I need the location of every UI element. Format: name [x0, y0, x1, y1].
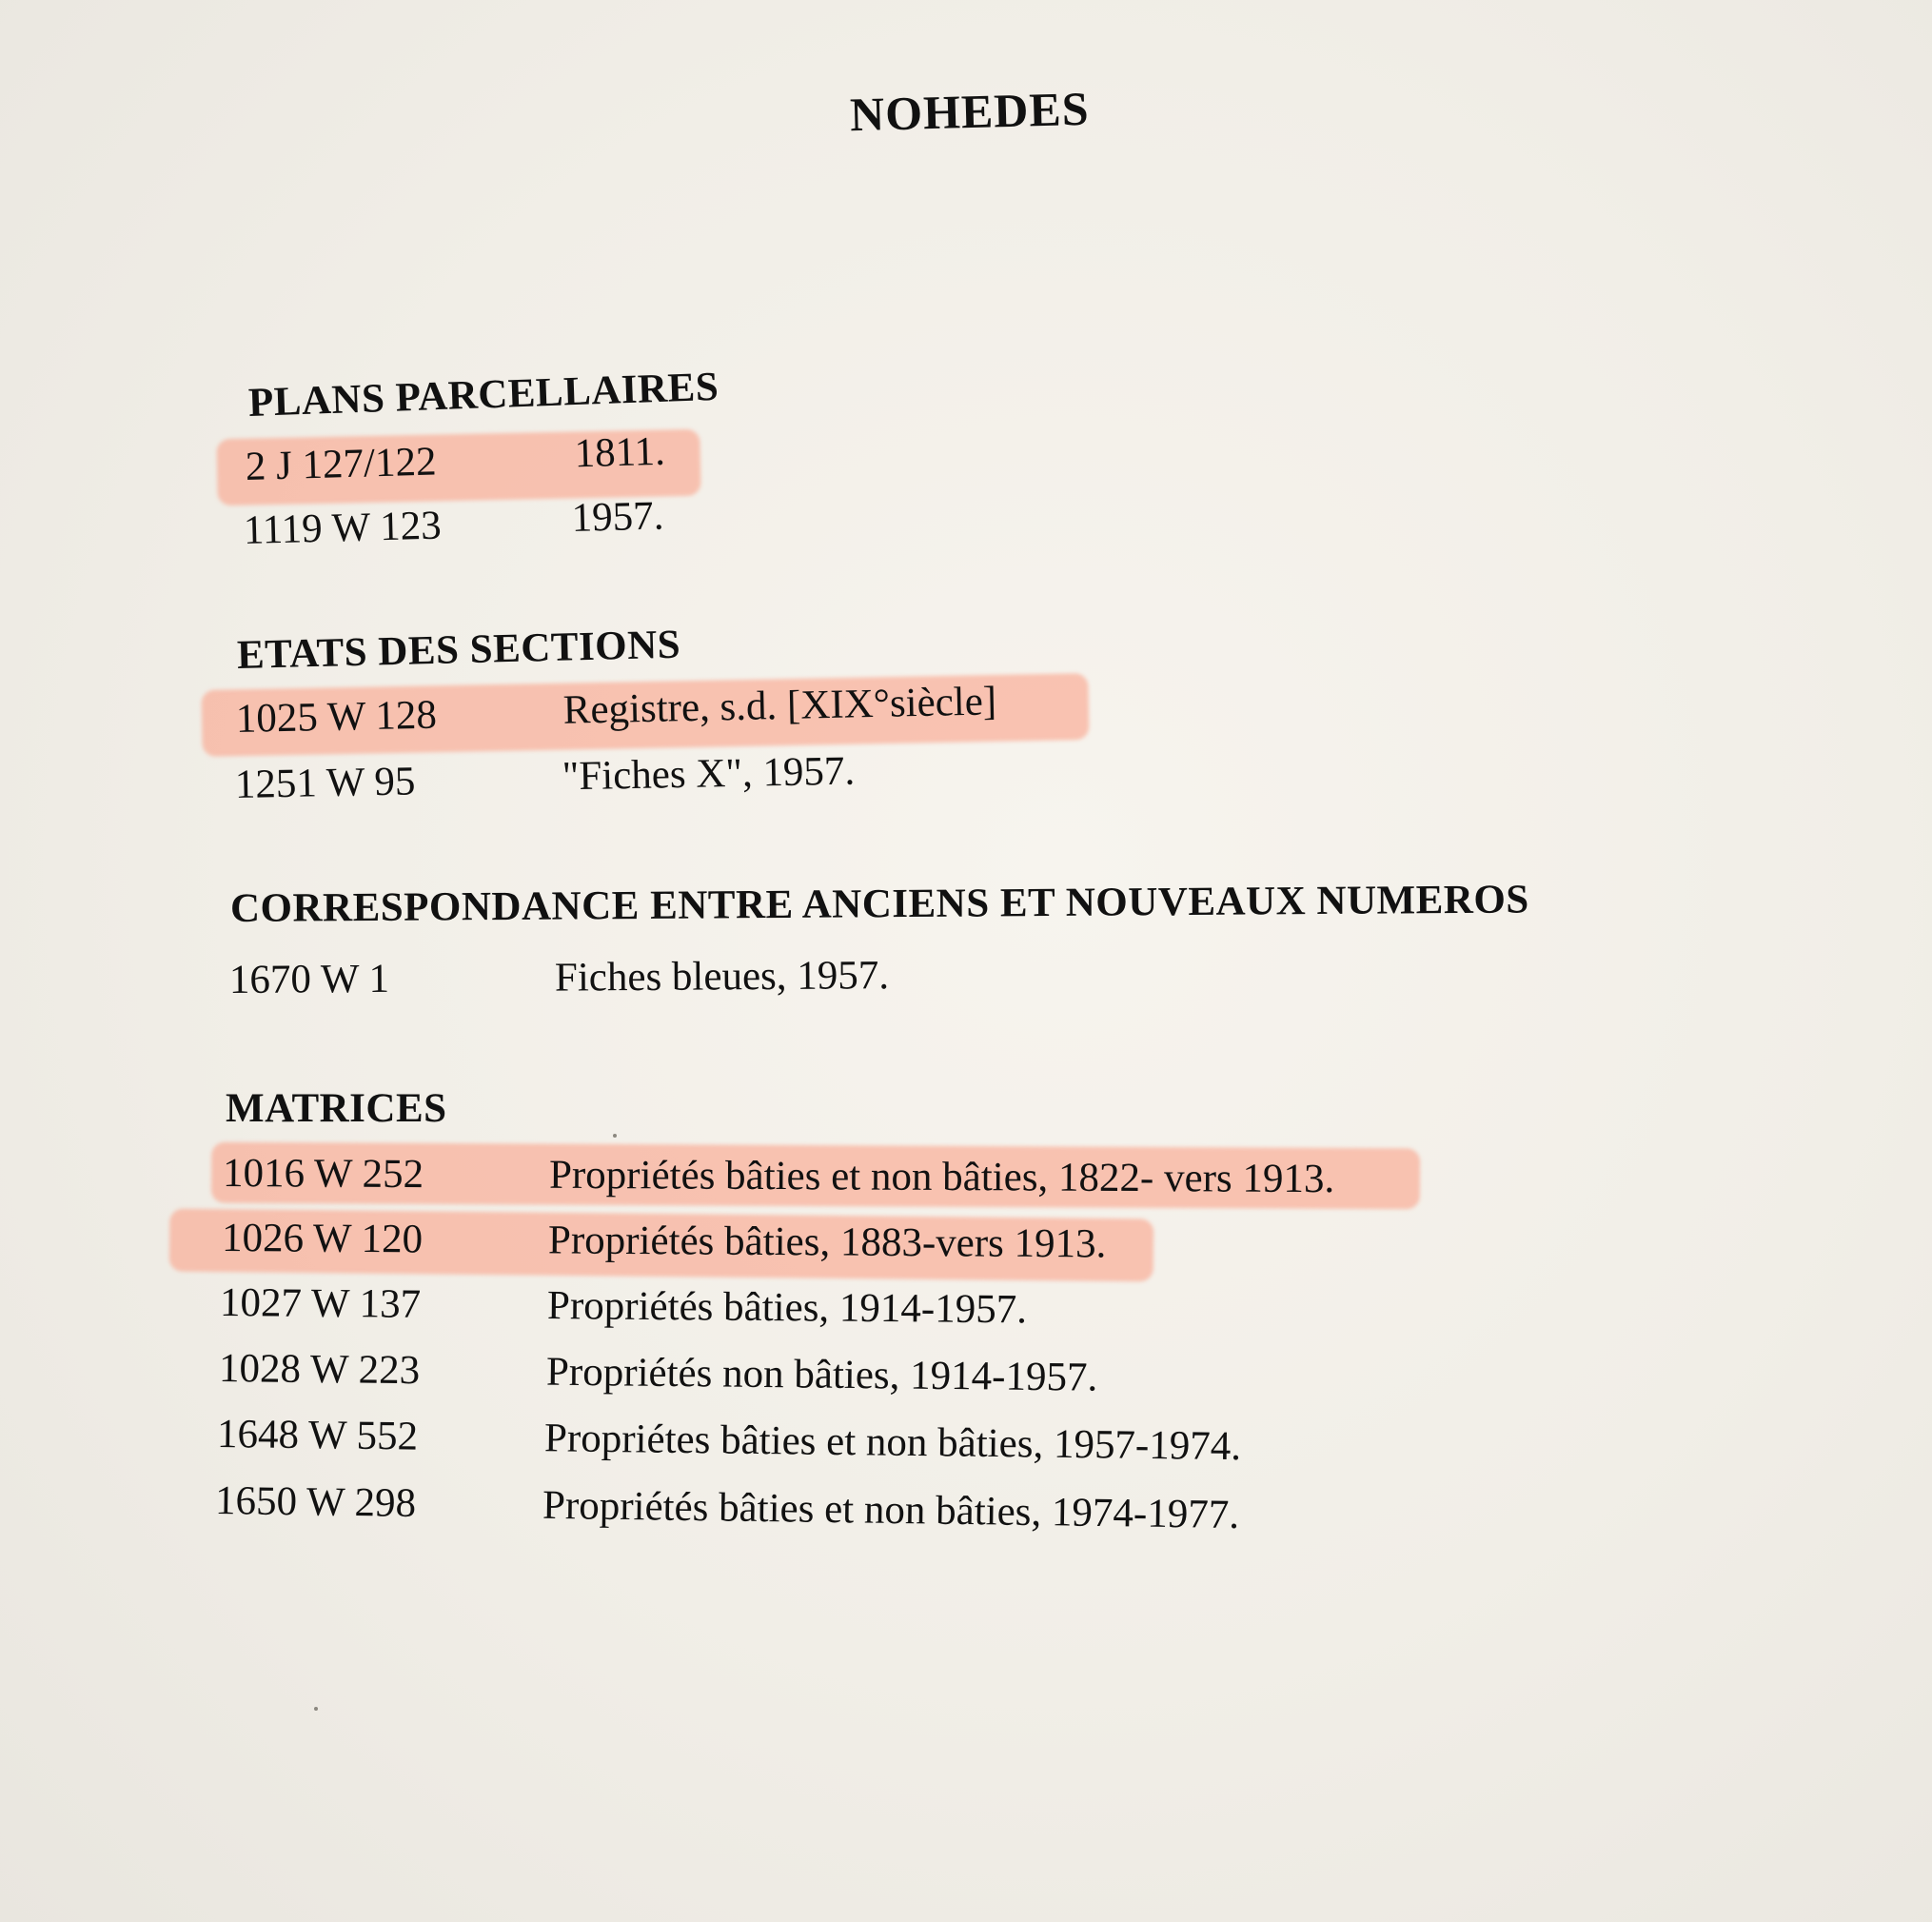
record-description: Propriétés bâties, 1914-1957.	[546, 1283, 1028, 1333]
table-row	[234, 748, 856, 819]
section-heading-matrices: MATRICES	[226, 1086, 447, 1131]
record-description: 1957.	[571, 493, 664, 541]
table-row	[243, 493, 664, 565]
record-description: Propriétés bâties, 1883-vers 1913.	[547, 1218, 1107, 1267]
record-description: "Fiches X", 1957.	[562, 748, 856, 800]
paper-speck	[613, 1134, 617, 1138]
section-heading-correspondance: CORRESPONDANCE ENTRE ANCIENS ET NOUVEAUX NUMEROS	[229, 877, 1529, 931]
paper-speck	[314, 1707, 318, 1711]
table-row	[214, 1477, 1240, 1538]
record-description: Fiches bleues, 1957.	[554, 953, 890, 1001]
archive-code: 2 J 127/122	[245, 439, 438, 489]
table-row	[219, 1279, 1028, 1337]
archive-code: 1650 W 298	[214, 1478, 417, 1526]
archive-code: 1028 W 223	[218, 1346, 421, 1394]
record-description: Registre, s.d. [XIX°siècle]	[562, 679, 997, 733]
archive-code: 1251 W 95	[234, 759, 416, 807]
record-description: Propriétés bâties et non bâties, 1822- vers 1913.	[548, 1152, 1335, 1202]
record-description: Propriétés bâties et non bâties, 1974-1977.	[542, 1482, 1240, 1538]
page-title: NOHEDES	[849, 81, 1091, 142]
section-heading-plans-parcellaires: PLANS PARCELLAIRES	[247, 364, 720, 426]
archive-code: 1027 W 137	[219, 1280, 422, 1327]
archive-code: 1648 W 552	[216, 1412, 419, 1459]
record-description: Propriétes bâties et non bâties, 1957-1974.	[543, 1416, 1242, 1470]
archive-code: 1025 W 128	[235, 692, 438, 742]
archive-code: 1119 W 123	[243, 503, 443, 553]
table-row	[216, 1411, 1242, 1470]
table-row	[218, 1345, 1098, 1402]
record-description: 1811.	[573, 428, 666, 477]
archive-code: 1026 W 120	[221, 1216, 424, 1262]
archive-code: 1670 W 1	[228, 956, 390, 1002]
archive-code: 1016 W 252	[222, 1151, 424, 1198]
section-heading-etats-des-sections: ETATS DES SECTIONS	[236, 622, 681, 678]
record-description: Propriétés non bâties, 1914-1957.	[545, 1349, 1098, 1400]
